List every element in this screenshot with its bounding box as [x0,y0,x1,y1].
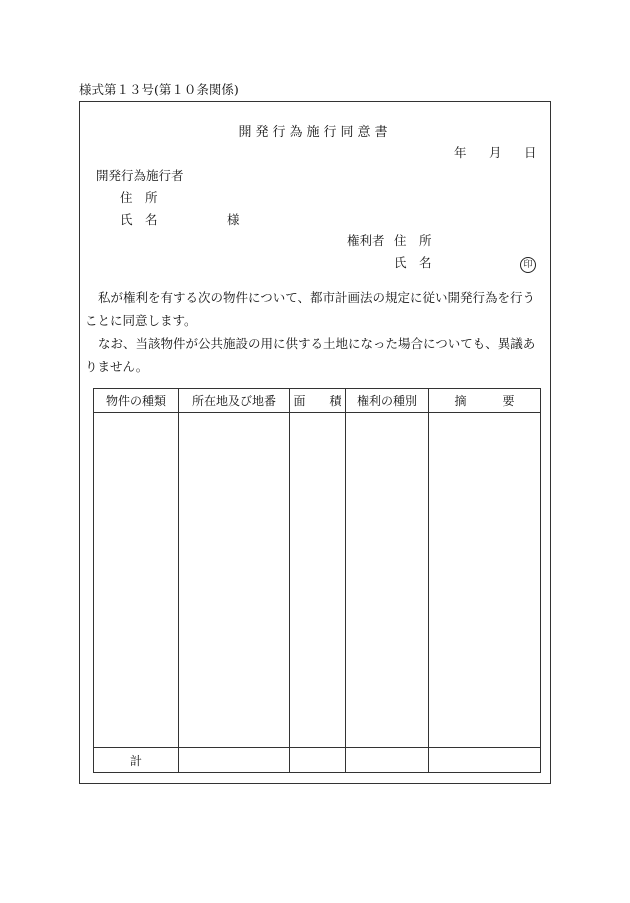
cell-right-type [346,413,429,748]
header-location: 所在地及び地番 [179,389,290,413]
applicant-heading: 開発行為施行者 [96,168,184,183]
cell-property-type [94,413,179,748]
table-header-row [94,389,541,413]
applicant-address-label: 住 所 [120,190,158,205]
consent-paragraph: 私が権利を有する次の物件について、都市計画法の規定に従い開発行為を行うことに同意します。 [85,290,536,328]
right-holder-name-label: 氏 名 [394,255,432,270]
total-row [94,748,541,773]
date-month-label: 月 [489,145,502,160]
total-area [290,748,346,773]
total-remarks [429,748,541,773]
document-title: 開発行為施行同意書 [238,125,392,140]
property-table [93,388,541,773]
header-remarks: 摘 要 [429,389,541,413]
right-holder-label: 権利者 [347,233,385,248]
header-property-type: 物件の種類 [94,389,179,413]
seal-mark [520,252,536,273]
honorific-label: 様 [227,212,240,227]
total-right-type [346,748,429,773]
applicant-name-label: 氏 名 [120,212,158,227]
total-location [179,748,290,773]
header-area: 面 積 [290,389,346,413]
header-right-type: 権利の種別 [346,389,429,413]
no-objection-paragraph: なお、当該物件が公共施設の用に供する土地になった場合についても、異議ありません。 [85,336,536,374]
cell-remarks [429,413,541,748]
date-year-label: 年 [454,145,467,160]
cell-area [290,413,346,748]
right-holder-address-label: 住 所 [394,233,432,248]
table-row [94,413,541,748]
cell-location [179,413,290,748]
date-day-label: 日 [524,145,537,160]
form-number: 様式第１３号(第１０条関係) [79,82,239,97]
total-label: 計 [94,748,179,773]
form-frame [79,101,551,784]
seal-icon: 印 [520,257,536,273]
